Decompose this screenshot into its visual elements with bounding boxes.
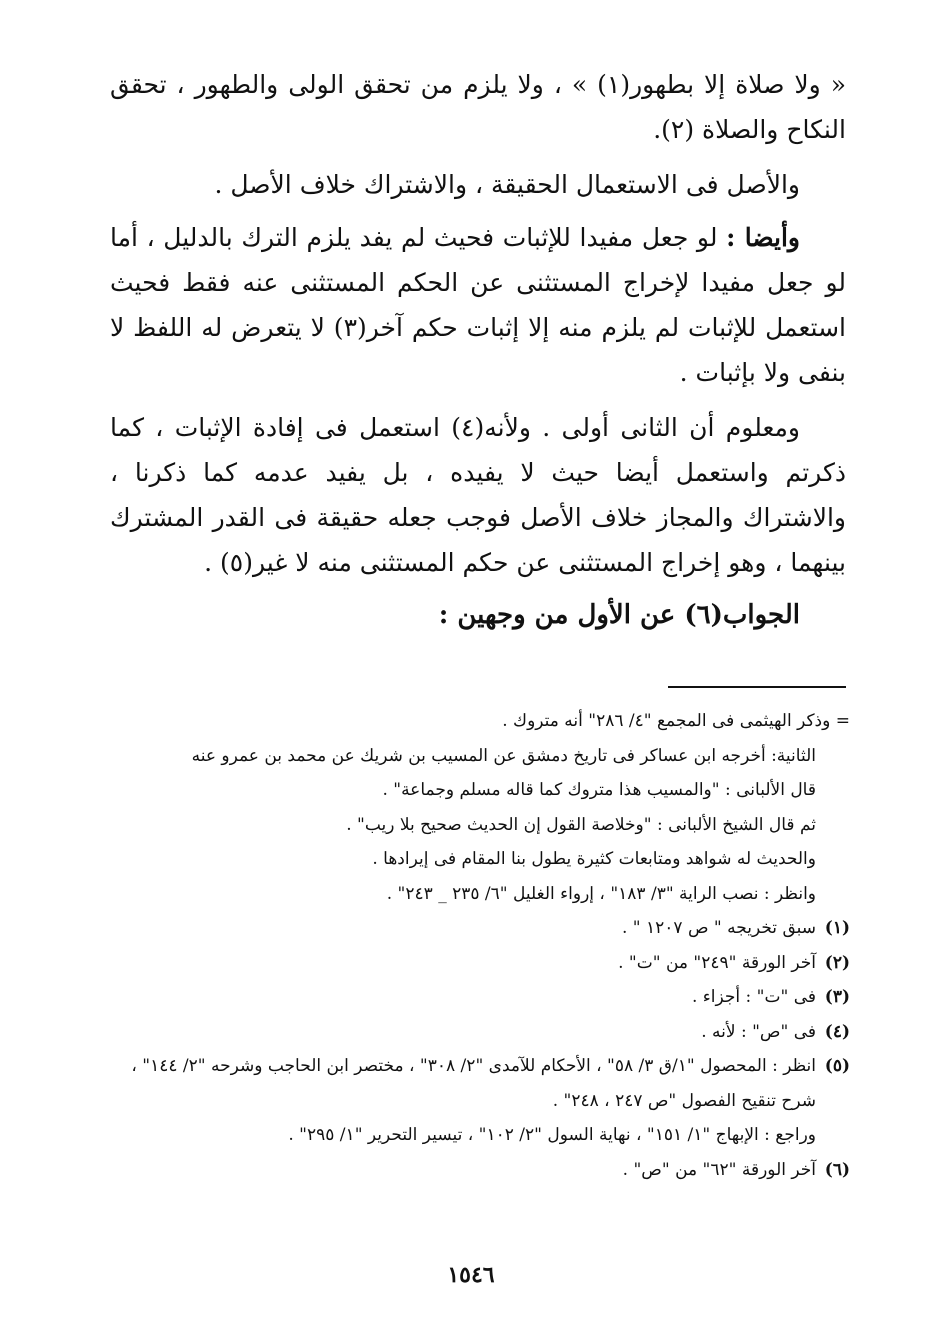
- footnotes: [130, 704, 850, 1187]
- footnote-text-part: وراجع : الإبهاج "١/ ١٥١" ، نهاية السول "٢/ ١٠٢" ، تيسير التحرير "١/ ٢٩٥" .: [288, 1125, 816, 1145]
- footnote-4: [130, 1015, 850, 1050]
- footnote-text: آخر الورقة "٢٤٩" من "ت" .: [618, 952, 816, 973]
- paragraph-3: [110, 215, 846, 395]
- footnote-text: آخر الورقة "٦٢" من "ص" .: [622, 1159, 816, 1180]
- footnote-continuation-line: ثم قال الشيخ الألبانى : "وخلاصة القول إن الحديث صحيح بلا ريب" .: [346, 814, 816, 835]
- footnote-text: فى "ت" : أجزاء .: [691, 987, 816, 1007]
- footnote-continuation-line: = وذكر الهيثمى فى المجمع "٤/ ٢٨٦" أنه متروك .: [502, 711, 850, 731]
- footnote-number: (٤): [824, 1021, 850, 1042]
- footnote-text: فى "ص" : لأنه .: [701, 1021, 816, 1042]
- footnote-continuation-line: قال الألبانى : "والمسيب هذا متروك كما قاله مسلم وجماعة" .: [382, 780, 816, 800]
- footnote-continuation-line: الثانية: أخرجه ابن عساكر فى تاريخ دمشق عن المسيب بن شريك عن محمد بن عمرو عنه: [191, 745, 816, 766]
- paragraph-2: والأصل فى الاستعمال الحقيقة ، والاشتراك خلاف الأصل .: [214, 170, 800, 199]
- footnote-text-part: انظر : المحصول "١/ق ٣/ ٥٨" ، الأحكام للآمدى "٢/ ٣٠٨" ، مختصر ابن الحاجب وشرحه "٢/ ١٤٤" ، شرح تنقيح الفصول "ص ٢٤٧ ، ٢٤٨" .: [131, 1056, 816, 1111]
- section-heading: الجواب(٦) عن الأول من وجهين :: [438, 600, 800, 630]
- footnote-number: (١): [824, 918, 850, 938]
- footnote-number: (٥): [824, 1056, 850, 1076]
- footnote-3: [130, 980, 850, 1015]
- footnote-6: [130, 1153, 850, 1188]
- footnote-2: [130, 946, 850, 981]
- paragraph-4: ومعلوم أن الثانى أولى . ولأنه(٤) استعمل فى إفادة الإثبات ، كما ذكرتم واستعمل أيضا حيث لا يفيده ، بل يفيد عدمه كما ذكرنا ، والاشتراك والمجاز خلاف الأصل فوجب جعله حقيقة فى القدر المشترك بينهما ، وهو إخراج المستثنى عن حكم المستثنى منه لا غير(٥) .: [110, 413, 846, 577]
- footnote-number: (٣): [824, 987, 850, 1007]
- paragraph-3-lead: وأيضا :: [726, 223, 800, 252]
- footnote-text: سبق تخريجه " ص ١٢٠٧ " .: [621, 918, 816, 938]
- footnote-continuation-line: والحديث له شواهد ومتابعات كثيرة يطول بنا المقام فى إيرادها .: [372, 849, 816, 869]
- paragraph-1: « ولا صلاة إلا بطهور(١) » ، ولا يلزم من تحقق الولى والطهور ، تحقق النكاح والصلاة (٢).: [110, 70, 846, 144]
- footnote-text: [130, 1049, 816, 1153]
- page-number: ١٥٤٦: [447, 1262, 495, 1288]
- paragraph-3-text: لو جعل مفيدا للإثبات فحيث لم يفد يلزم الترك بالدليل ، أما لو جعل مفيدا لإخراج المستثنى عن الحكم المستثنى عنه فقط فحيث استعمل للإثبات لم يلزم منه إلا إثبات حكم آخر(٣) لا يتعرض له اللفظ لا بنفى ولا بإثبات .: [110, 223, 846, 387]
- footnote-1: [130, 911, 850, 946]
- footnote-number: (٦): [824, 1159, 850, 1180]
- footnote-5: [130, 1049, 850, 1153]
- main-text: [110, 62, 846, 646]
- footnote-continuation-line: وانظر : نصب الراية "٣/ ١٨٣" ، إرواء الغليل "٦/ ٢٣٥ _ ٢٤٣" .: [386, 883, 816, 904]
- footnote-divider: [668, 686, 846, 688]
- footnote-number: (٢): [824, 952, 850, 973]
